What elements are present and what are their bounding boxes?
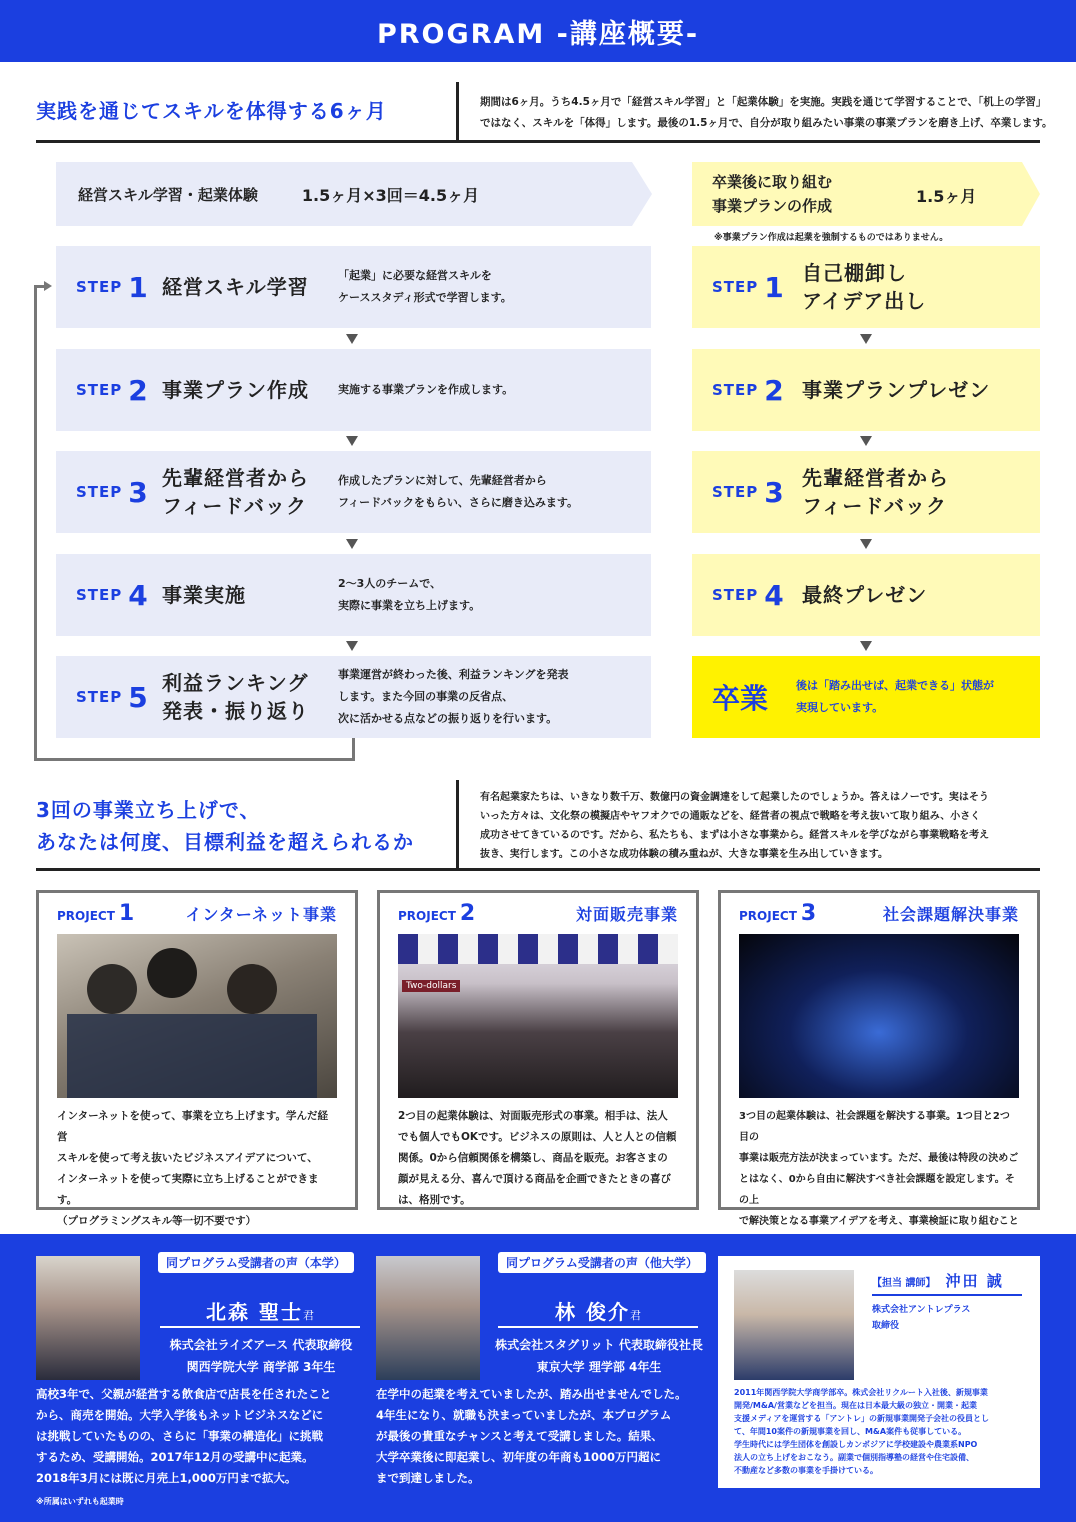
section2-heading: 3回の事業立ち上げで、 あなたは何度、目標利益を超えられるか	[36, 798, 414, 854]
down-arrow-icon	[346, 641, 358, 651]
project-photo	[57, 934, 337, 1098]
voice-name: 北森 聖士君	[206, 1300, 314, 1324]
page-header	[0, 0, 1076, 62]
voice-affiliation: 株式会社ライズアース 代表取締役 関西学院大学 商学部 3年生	[169, 1338, 353, 1374]
right-phase-duration: 1.5ヶ月	[916, 187, 977, 206]
right-phase-label: 卒業後に取り組む 事業プランの作成	[712, 173, 833, 215]
divider	[36, 868, 1040, 871]
voice-text: 高校3年で、父親が経営する飲食店で店長を任されたこと から、商売を開始。大学入学後もネットビジネスなどに は挑戦していたものの、さらに「事業の構造化」に挑戦 するため、受講開始。2017年12月の受講中に起業。 2018年3月には既に月売上1,000万円まで拡大。	[36, 1387, 332, 1485]
project-photo: Two-dollars	[398, 934, 678, 1098]
left-step-3: STEP 3 先輩経営者から フィードバック 作成したプランに対して、先輩経営者から フィードバックをもらい、さらに磨き込みます。	[56, 451, 651, 533]
voice-tag: 同プログラム受講者の声（他大学）	[498, 1252, 706, 1273]
down-arrow-icon	[860, 641, 872, 651]
divider	[456, 780, 459, 870]
section2-text: 有名起業家たちは、いきなり数千万、数億円の資金調達をして起業したのでしょうか。答えはノーです。実はそう いった方々は、文化祭の模擬店やヤフオクでの通販などを、経営者の視点で戦略を考え抜いて取り組み、小さく 成功させてきているのです。だから、私たちも、まずは小さな事業から。経営スキルを学びながら事業戦略を考え 抜き、実行します。この小さな成功体験の積み重ねが、大きな事業を生み出していきます。	[480, 792, 990, 860]
voice-name: 林 俊介君	[555, 1300, 641, 1324]
left-step-5: STEP 5 利益ランキング 発表・振り返り 事業運営が終わった後、利益ランキングを発表 します。また今回の事業の反省点、 次に活かせる点などの振り返りを行います。	[56, 656, 651, 738]
graduation-box: 卒業 後は「踏み出せば、起業できる」状態が 実現しています。	[692, 656, 1040, 738]
voice-text: 在学中の起業を考えていましたが、踏み出せませんでした。 4年生になり、就職も決まっていましたが、本プログラム が最後の貴重なチャンスと考えて受講しました。結果、 大学卒業後に即起業し、初年度の年商も1000万円超に まで到達しました。	[376, 1387, 687, 1485]
voice-tag: 同プログラム受講者の声（本学）	[158, 1252, 354, 1273]
left-step-4: STEP 4 事業実施 2〜3人のチームで、 実際に事業を立ち上げます。	[56, 554, 651, 636]
down-arrow-icon	[346, 436, 358, 446]
left-step-2: STEP 2 事業プラン作成 実施する事業プランを作成します。	[56, 349, 651, 431]
divider	[36, 140, 1040, 143]
left-step-1: STEP 1 経営スキル学習 「起業」に必要な経営スキルを ケーススタディ形式で学習します。	[56, 246, 651, 328]
loop-arrow-icon	[44, 281, 52, 291]
instructor-name: 【担当 講師】 沖田 誠	[872, 1272, 1004, 1290]
instructor-affiliation: 株式会社アントレプラス 取締役	[872, 1305, 971, 1331]
project-card-1: PROJECT 1 インターネット事業 インターネットを使って、事業を立ち上げます。学んだ経営 スキルを使って考え抜いたビジネスアイデアについて、 インターネットを使って実際に立ち上げることができます。 （プログラミングスキル等一切不要です）	[36, 890, 358, 1210]
down-arrow-icon	[346, 334, 358, 344]
intro-heading: 実践を通じてスキルを体得する6ヶ月	[36, 99, 387, 123]
avatar	[376, 1256, 480, 1380]
down-arrow-icon	[860, 539, 872, 549]
left-phase-label: 経営スキル学習・起業体験 1.5ヶ月×3回＝4.5ヶ月	[78, 185, 480, 205]
right-step-3: STEP 3 先輩経営者から フィードバック	[692, 451, 1040, 533]
intro-text: 期間は6ヶ月。うち4.5ヶ月で「経営スキル学習」と「起業体験」を実施。実践を通じて学習することで、「机上の学習」 ではなく、スキルを「体得」します。最後の1.5ヶ月で、自分が取り組みたい事業の事業プランを磨き上げ、卒業します。	[480, 96, 1053, 129]
right-step-4: STEP 4 最終プレゼン	[692, 554, 1040, 636]
divider	[160, 1326, 360, 1328]
project-card-3: PROJECT 3 社会課題解決事業 3つ目の起業体験は、社会課題を解決する事業。1つ目と2つ目の 事業は販売方法が決まっています。ただ、最後は特段の決めご とはなく、0から自由に解決すべき社会課題を設定します。その上 で解決策となる事業アイデアを考え、事業検証に取り組むこと	[718, 890, 1040, 1210]
loop-line	[352, 738, 355, 761]
right-phase-note: ※事業プラン作成は起業を強制するものではありません。	[714, 233, 949, 243]
project-photo	[739, 934, 1019, 1098]
avatar	[734, 1270, 854, 1380]
loop-line	[34, 286, 37, 760]
page-title: PROGRAM -講座概要-	[376, 18, 700, 50]
divider	[498, 1326, 698, 1328]
avatar	[36, 1256, 140, 1380]
voice-note: ※所属はいずれも起業時	[36, 1497, 124, 1506]
down-arrow-icon	[346, 539, 358, 549]
voice-affiliation: 株式会社スタグリット 代表取締役社長 東京大学 理学部 4年生	[495, 1338, 703, 1374]
right-step-2: STEP 2 事業プランプレゼン	[692, 349, 1040, 431]
loop-line	[34, 758, 354, 761]
down-arrow-icon	[860, 436, 872, 446]
project-card-2: PROJECT 2 対面販売事業 Two-dollars 2つ目の起業体験は、対面販売形式の事業。相手は、法人 でも個人でもOKです。ビジネスの原則は、人と人との信頼 関係。0から信頼関係を構築し、商品を販売。お客さまの 顔が見える分、喜んで頂ける商品を企画できたときの喜び は、格別です。	[377, 890, 699, 1210]
divider	[456, 82, 459, 140]
down-arrow-icon	[860, 334, 872, 344]
divider	[872, 1294, 1022, 1296]
instructor-bio: 2011年関西学院大学商学部卒。株式会社リクルート入社後、新規事業 開発/M&A/営業などを担当。現在は日本最大級の独立・開業・起業 支援メディアを運営する「アントレ」の新規事業開発子会社の役員とし て、年間10案件の新規事業を回し、M&A案件も従事している。 学生時代には学生団体を創設しカンボジアに学校建設や農業系NPO 法人の立ち上げをおこなう。副業で個別指導塾の経営や住宅設備、 不動産など多数の事業を手掛けている。	[734, 1388, 990, 1475]
right-step-1: STEP 1 自己棚卸し アイデア出し	[692, 246, 1040, 328]
